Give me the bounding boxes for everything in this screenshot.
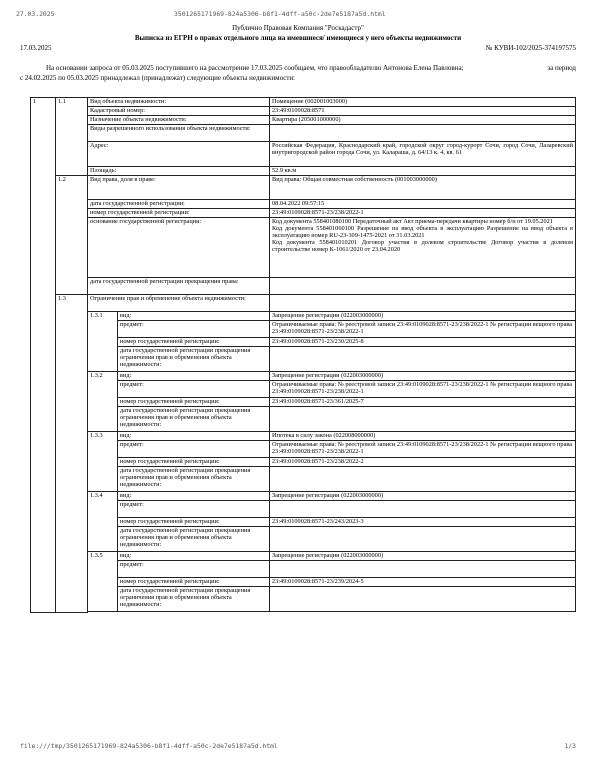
field-label: дата государственной регистрации прекращения ограничения прав и обременения объекта недвижимости:: [118, 467, 270, 492]
field-value: 23:49:0109028:8571-23/238/2022-2: [270, 458, 576, 467]
field-value: [270, 407, 576, 432]
field-value: [270, 125, 576, 142]
field-label: вид:: [118, 492, 270, 501]
field-label: дата государственной регистрации прекращения ограничения прав и обременения объекта недвижимости:: [118, 347, 270, 372]
basis-item: Код документа 558401080100 Передаточный акт Акт приема-передачи квартиры номер б/н от 19.05.2021: [272, 218, 553, 225]
field-value: Ограничиваемые права: № реестровой записи 23:49:0109028:8571-23/238/2022-1 № регистрации вещного права 23:49:0109028:8571-23/238/2022-1: [270, 321, 576, 338]
field-value: Запрещение регистрации (022003000000): [270, 312, 576, 321]
field-label: дата государственной регистрации прекращения права:: [88, 278, 270, 295]
field-label: номер государственной регистрации:: [118, 398, 270, 407]
field-value: [270, 501, 576, 518]
field-value: Запрещение регистрации (022003000000): [270, 552, 576, 561]
table-row: [31, 176, 576, 200]
table-row: [31, 200, 576, 209]
extract-table: [30, 97, 576, 613]
spacer-row: [31, 612, 576, 613]
field-value: [270, 527, 576, 552]
table-row: [31, 116, 576, 125]
section-number: 1: [31, 98, 56, 613]
field-value: [270, 587, 576, 612]
extract-table-body: [31, 98, 576, 613]
table-row: [31, 492, 576, 501]
company-name: Публично Правовая Компания "Роскадастр": [232, 24, 364, 32]
field-label: основание государственной регистрации:: [88, 218, 270, 278]
field-value: [270, 467, 576, 492]
table-row: [31, 432, 576, 441]
table-row: [31, 372, 576, 381]
table-row: [31, 312, 576, 321]
print-page-number: 1/3: [564, 742, 576, 750]
field-label: вид:: [118, 312, 270, 321]
field-label: предмет:: [118, 381, 270, 398]
field-label: дата государственной регистрации прекращения ограничения прав и обременения объекта недвижимости:: [118, 407, 270, 432]
field-value: [270, 347, 576, 372]
field-label: номер государственной регистрации:: [88, 209, 270, 218]
field-value: Запрещение регистрации (022003000000): [270, 372, 576, 381]
encumbrance-number: 1.3.5: [88, 552, 118, 612]
table-row: [31, 552, 576, 561]
field-value: 23:49:0109028:8571-23/238/2022-1: [270, 209, 576, 218]
field-label: вид:: [118, 372, 270, 381]
field-label: Кадастровый номер:: [88, 107, 270, 116]
field-label: номер государственной регистрации:: [118, 578, 270, 587]
field-label: предмет:: [118, 501, 270, 518]
intro-line-1: На основании запроса от 05.03.2025 поступившего на рассмотрение 17.03.2025 сообщаем, что правообладателю Антонова Елена Павловна;: [46, 64, 464, 72]
table-row: [31, 125, 576, 142]
field-label: номер государственной регистрации:: [118, 518, 270, 527]
table-row: [31, 98, 576, 107]
table-row: [31, 107, 576, 116]
field-label: Виды разрешенного использования объекта недвижимости:: [88, 125, 270, 142]
field-label: дата государственной регистрации прекращения ограничения прав и обременения объекта недвижимости:: [118, 587, 270, 612]
table-row: [31, 142, 576, 167]
encumbrance-number: 1.3.1: [88, 312, 118, 372]
field-value: 23:49:0109028:8571: [270, 107, 576, 116]
encumbrance-number: 1.3.2: [88, 372, 118, 432]
field-value: Квартира (205001000000): [270, 116, 576, 125]
field-value: Помещение (002001003000): [270, 98, 576, 107]
basis-item: Код документа 558401010201 Договор участия в долевом строительстве Договор участия в долевом строительстве номер К-1061/2020 от 23.04.2020: [272, 239, 573, 254]
field-label: номер государственной регистрации:: [118, 458, 270, 467]
field-value: Ипотека в силу закона (022008000000): [270, 432, 576, 441]
subsection-number: 1.1: [56, 98, 88, 176]
field-value: 08.04.2022 09:57:15: [270, 200, 576, 209]
intro-period-label: за период: [547, 64, 576, 72]
field-label: номер государственной регистрации:: [118, 338, 270, 347]
table-row: [31, 278, 576, 295]
field-value: Вид права: Общая совместная собственность (001003000000): [270, 176, 576, 200]
doc-title: Выписка из ЕГРН о правах отдельного лица на имевшиеся/ имеющиеся у него объекты недвижимости: [134, 34, 462, 42]
field-label: Вид объекта недвижимости:: [88, 98, 270, 107]
doc-number: № КУВИ-102/2025-374197575: [485, 44, 576, 52]
field-value: 23:49:0109028:8571-23/243/2023-3: [270, 518, 576, 527]
encumbrance-number: 1.3.4: [88, 492, 118, 552]
field-value: [270, 561, 576, 578]
field-label: предмет:: [118, 441, 270, 458]
doc-date: 17.03.2025: [20, 44, 52, 52]
print-footer: [20, 742, 576, 750]
field-value: Ограничиваемые права: № реестровой записи 23:49:0109028:8571-23/238/2022-1 № регистрации вещного права 23:49:0109028:8571-23/238/2022-1: [270, 441, 576, 458]
field-label: вид:: [118, 432, 270, 441]
field-value: Запрещение регистрации (022003000000): [270, 492, 576, 501]
table-row: [31, 209, 576, 218]
doc-meta: [20, 44, 576, 52]
subsection-number: 1.2: [56, 176, 88, 295]
field-value: [270, 278, 576, 295]
field-label: предмет:: [118, 561, 270, 578]
encumbrance-number: 1.3.3: [88, 432, 118, 492]
intro-line-2: с 24.02.2025 по 05.03.2025 принадлежал (принадлежат) следующие объекты недвижимости:: [20, 74, 296, 82]
encumbrance-header: Ограничение прав и обременение объекта недвижимости:: [88, 295, 270, 312]
basis-item: Код документа 558401060100 Разрешение на ввод объекта в эксплуатацию Разрешение на ввод объекта в эксплуатацию номер RU-23-309-1475-2021 от 31.03.2021: [272, 225, 573, 240]
field-value: Ограничиваемые права: № реестровой записи 23:49:0109028:8571-23/238/2022-1 № регистрации вещного права 23:49:0109028:8571-23/238/2022-1: [270, 381, 576, 398]
field-value: 52.9 кв.м: [270, 167, 576, 176]
intro-text: [20, 64, 576, 82]
empty-cell: [270, 295, 576, 312]
field-label: Площадь:: [88, 167, 270, 176]
field-value: Российская Федерация, Краснодарский край, городской округ город-курорт Сочи, город Сочи, Лазаревский внутригородской район города Сочи, ул. Калараша, д. 64/13 к. 4, кв. 61: [270, 142, 576, 167]
table-row: [31, 167, 576, 176]
field-value: 23:49:0109028:8571-23/230/2025-8: [270, 338, 576, 347]
print-date: 27.03.2025: [16, 10, 55, 18]
field-value: 23:49:0109028:8571-23/239/2024-5: [270, 578, 576, 587]
field-label: дата государственной регистрации прекращения ограничения прав и обременения объекта недвижимости:: [118, 527, 270, 552]
field-label: вид:: [118, 552, 270, 561]
spacer-cell: [88, 612, 576, 613]
field-label: Адрес:: [88, 142, 270, 167]
basis-list: [270, 218, 576, 278]
table-row: [31, 218, 576, 278]
field-value: 23:49:0109028:8571-23/361/2025-7: [270, 398, 576, 407]
field-label: Вид права, доля в праве:: [88, 176, 270, 200]
field-label: предмет:: [118, 321, 270, 338]
table-row: [31, 295, 576, 312]
subsection-number: 1.3: [56, 295, 88, 613]
field-label: Назначение объекта недвижимости:: [88, 116, 270, 125]
field-label: дата государственной регистрации:: [88, 200, 270, 209]
print-filename: 3501265171969-824a5306-b8f1-4dff-a50c-2de7e5187a5d.html: [174, 10, 386, 18]
print-path: file:///tmp/3501265171969-824a5306-b8f1-4dff-a50c-2de7e5187a5d.html: [20, 742, 278, 750]
